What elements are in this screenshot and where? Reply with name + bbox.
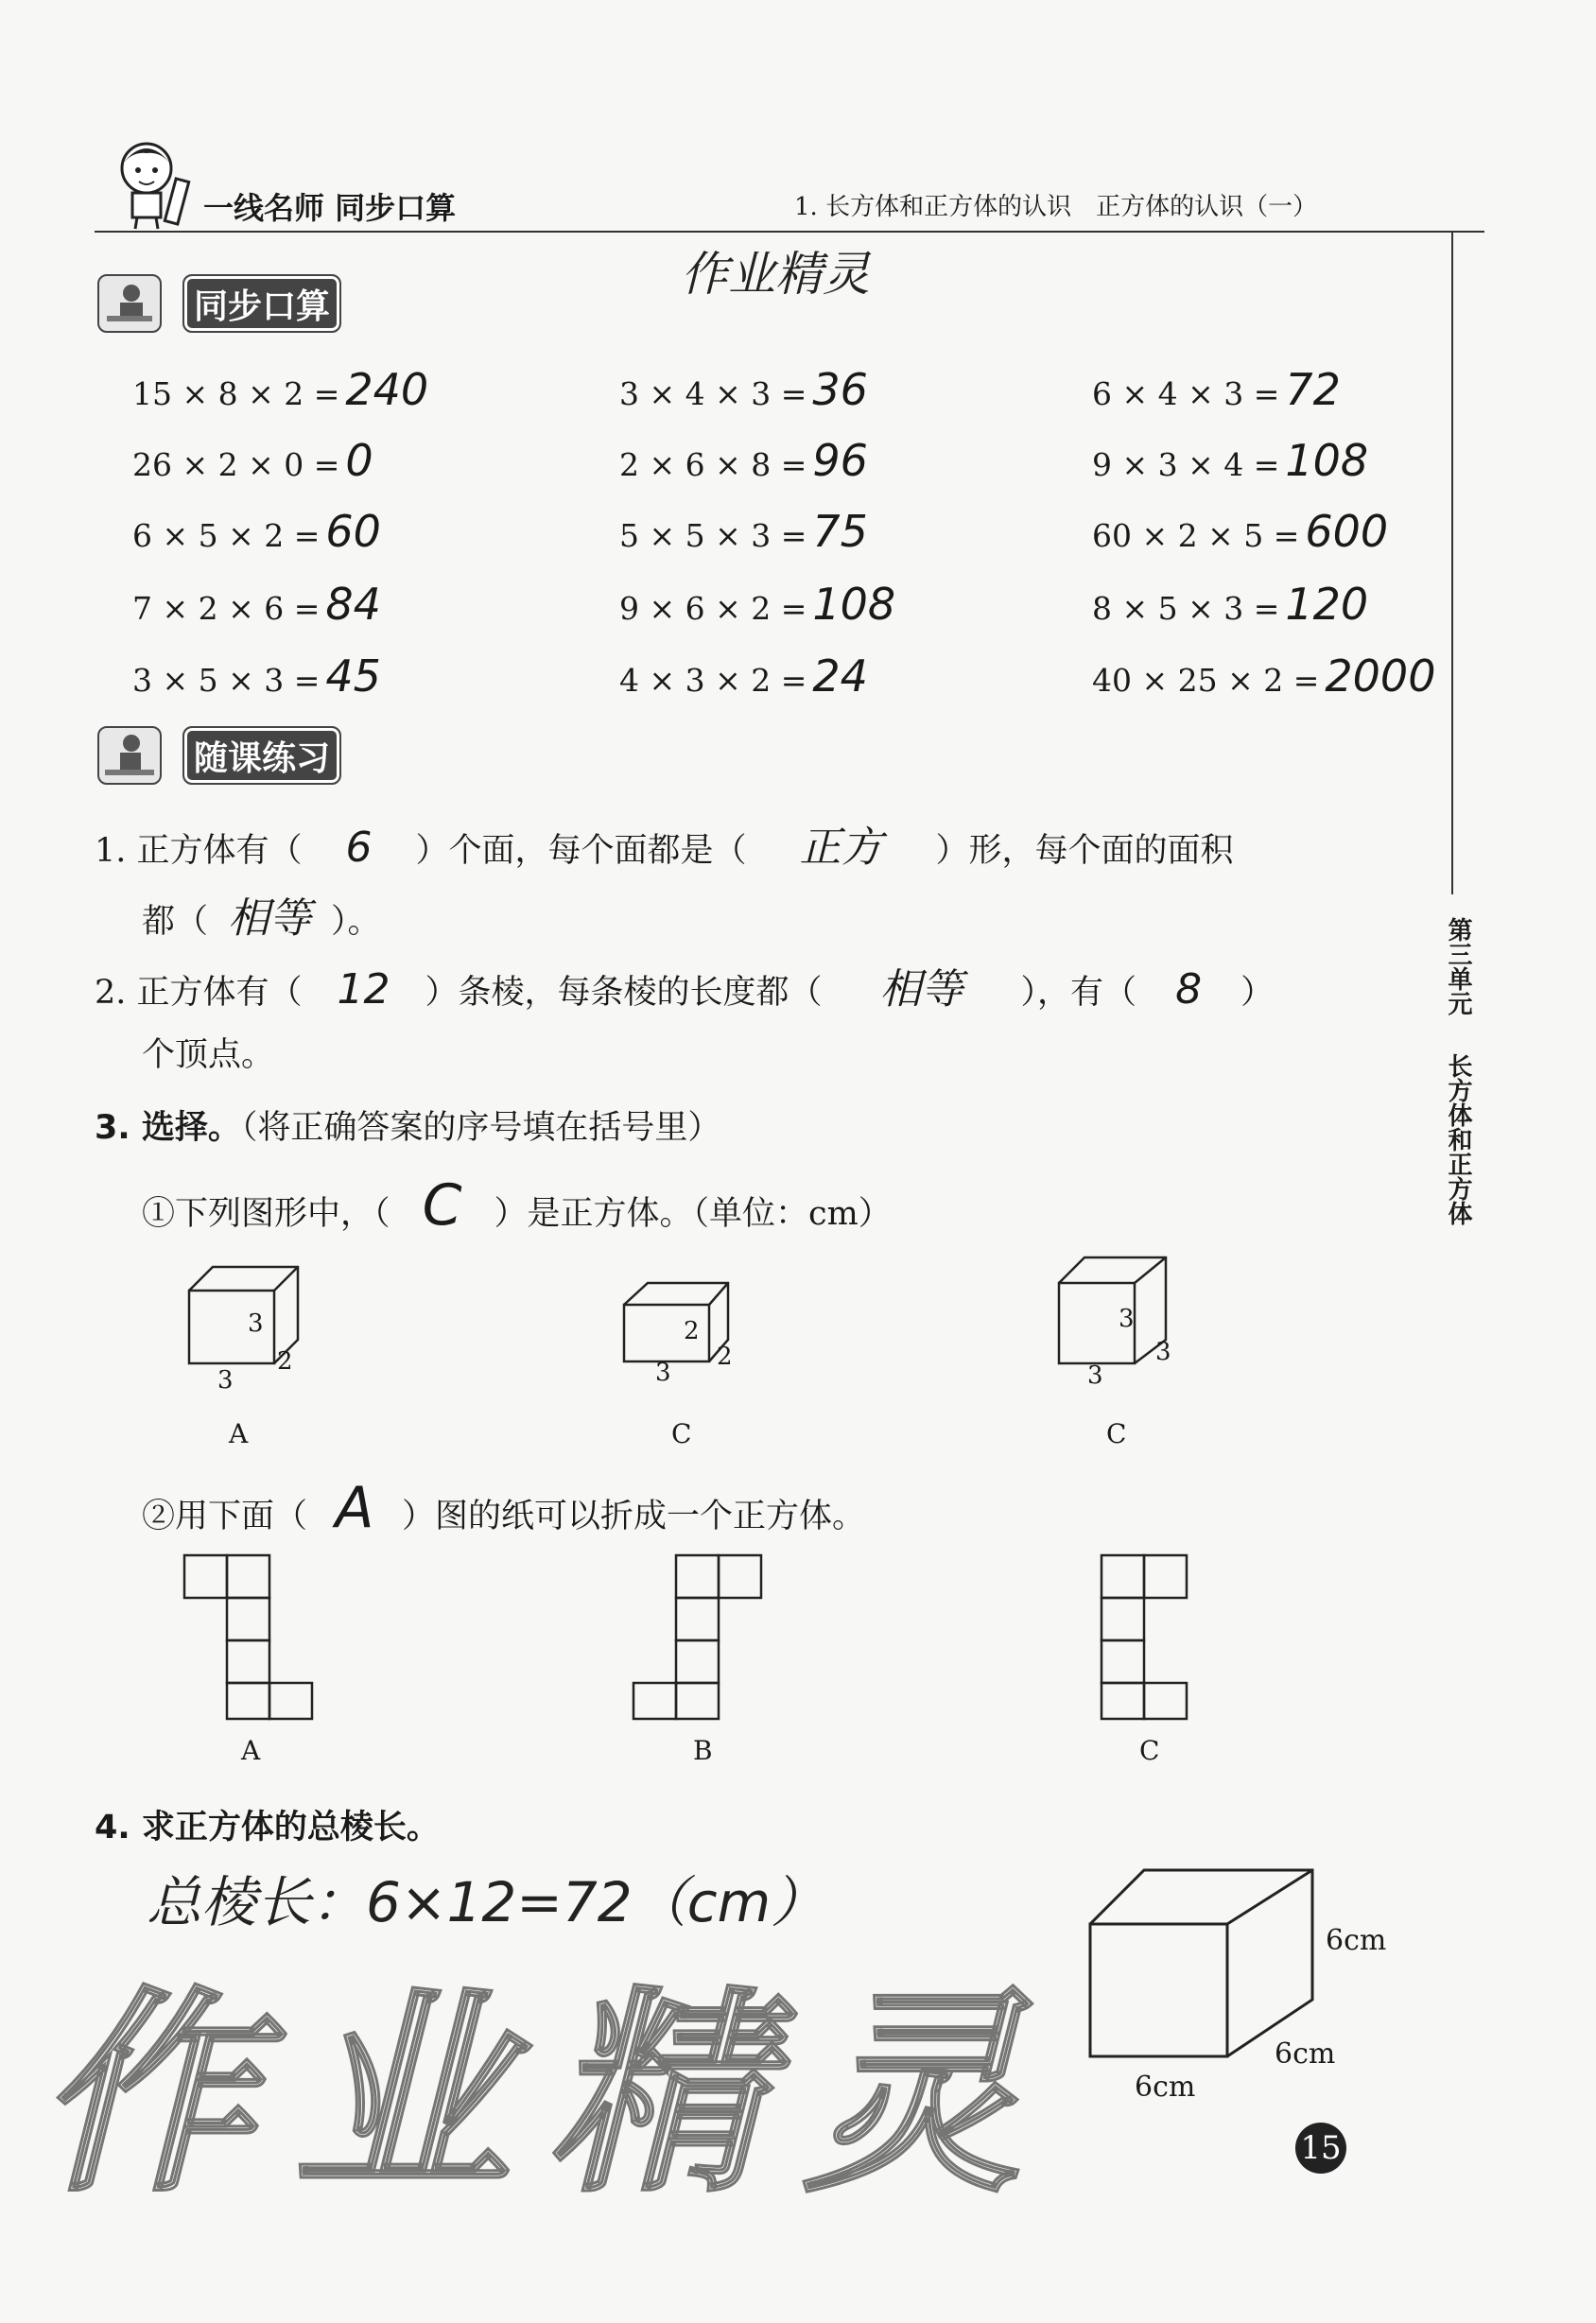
calc-answer: 36	[812, 364, 868, 415]
calc-item	[132, 506, 381, 557]
header-divider	[95, 231, 1484, 233]
shape-b-label: C	[671, 1418, 692, 1449]
shape-b-width: 3	[655, 1359, 671, 1387]
calc-item	[1092, 579, 1368, 630]
q4-answer: 总棱长：6×12=72（cm）	[147, 1870, 826, 1934]
shape-c-height: 3	[1119, 1305, 1135, 1333]
calc-item	[132, 579, 381, 630]
q2-answer-length: 相等	[879, 965, 963, 1014]
shape-b-depth: 2	[717, 1343, 733, 1371]
calc-item	[132, 435, 373, 486]
topic-label: 长方体和正方体	[1444, 1053, 1472, 1225]
q1-answer-faces: 6	[345, 823, 373, 872]
shape-c-label: C	[1106, 1418, 1127, 1449]
q3-sub2-answer: A	[335, 1475, 374, 1541]
shape-a-label: A	[229, 1418, 249, 1449]
shape-b-height: 2	[684, 1317, 700, 1345]
net-b	[629, 1551, 761, 1721]
calc-expression: 15 × 8 × 2 =	[132, 375, 340, 412]
net-b-label: B	[693, 1735, 713, 1766]
calc-item	[619, 650, 868, 702]
question-3-title: 3. 选择。（将正确答案的序号填在括号里）	[95, 1109, 721, 1147]
calc-expression: 9 × 3 × 4 =	[1092, 446, 1280, 483]
q2-answer-edges: 12	[337, 965, 390, 1014]
net-a	[180, 1551, 312, 1721]
calc-item	[1092, 506, 1388, 557]
question-2-line-2: 个顶点。	[142, 1036, 275, 1074]
net-c-label: C	[1139, 1735, 1160, 1766]
question-1-line-1: 1. 正方体有（ 6 ）个面，每个面都是（ 正方 ）形，每个面的面积	[95, 813, 1234, 874]
calc-answer: 108	[812, 579, 896, 630]
calc-answer: 24	[812, 650, 868, 702]
calc-answer: 240	[345, 364, 429, 415]
q2-answer-vertices: 8	[1175, 965, 1203, 1014]
calc-answer: 600	[1305, 506, 1389, 557]
calc-answer: 2000	[1325, 650, 1436, 702]
q1-answer-shape: 正方	[799, 823, 883, 872]
calc-expression: 4 × 3 × 2 =	[619, 662, 807, 699]
calc-expression: 40 × 25 × 2 =	[1092, 662, 1320, 699]
right-margin-line	[1451, 233, 1453, 894]
section-practice-badge: 随课练习	[182, 726, 341, 785]
net-c	[1097, 1551, 1229, 1721]
shape-c-width: 3	[1087, 1361, 1103, 1390]
handwritten-stamp: 作业精灵	[681, 247, 870, 302]
calc-answer: 0	[345, 435, 373, 486]
shape-a-depth: 2	[277, 1347, 293, 1376]
shape-a-height: 3	[248, 1309, 264, 1338]
question-2-line-1: 2. 正方体有（ 12 ）条棱，每条棱的长度都（ 相等 ），有（ 8 ）	[95, 955, 1274, 1015]
section-oral-badge: 同步口算	[182, 274, 341, 333]
q3-sub1-answer: C	[422, 1172, 462, 1239]
mascot-icon	[104, 132, 208, 232]
question-4-title: 4. 求正方体的总棱长。	[95, 1809, 440, 1846]
calc-item	[1092, 650, 1435, 702]
calc-answer: 84	[325, 579, 381, 630]
calc-expression: 9 × 6 × 2 =	[619, 590, 807, 627]
calc-item	[619, 435, 868, 486]
calc-expression: 60 × 2 × 5 =	[1092, 517, 1300, 554]
shape-a-width: 3	[217, 1366, 234, 1395]
calc-item	[1092, 435, 1368, 486]
unit-side-tab	[1439, 917, 1477, 1225]
calc-item	[619, 506, 868, 557]
calc-answer: 108	[1285, 435, 1369, 486]
calc-expression: 3 × 5 × 3 =	[132, 662, 321, 699]
calc-expression: 26 × 2 × 0 =	[132, 446, 340, 483]
cube-depth-label: 6cm	[1275, 2037, 1336, 2071]
calc-item	[132, 364, 428, 415]
net-a-label: A	[241, 1735, 261, 1766]
calc-answer: 96	[812, 435, 868, 486]
calc-expression: 5 × 5 × 3 =	[619, 517, 807, 554]
calc-item	[1092, 364, 1341, 415]
calc-expression: 7 × 2 × 6 =	[132, 590, 321, 627]
chapter-title: 1. 长方体和正方体的认识 正方体的认识（一）	[794, 193, 1318, 221]
q1-answer-area: 相等	[228, 894, 312, 943]
calc-expression: 3 × 4 × 3 =	[619, 375, 807, 412]
calc-item	[619, 579, 895, 630]
calc-expression: 2 × 6 × 8 =	[619, 446, 807, 483]
book-title: 一线名师 同步口算	[203, 190, 457, 226]
question-3-sub-2: ②用下面（ A ）图的纸可以折成一个正方体。	[142, 1475, 866, 1541]
calc-answer: 75	[812, 506, 868, 557]
calc-item	[132, 650, 381, 702]
page-number: 15	[1295, 2123, 1346, 2174]
cube-height-label: 6cm	[1326, 1924, 1387, 1957]
calc-expression: 6 × 4 × 3 =	[1092, 375, 1280, 412]
calc-answer: 45	[325, 650, 381, 702]
calc-item	[619, 364, 868, 415]
calc-expression: 8 × 5 × 3 =	[1092, 590, 1280, 627]
cube-figure	[1087, 1867, 1324, 2061]
question-3-sub-1: ①下列图形中，（ C ）是正方体。（单位：cm）	[142, 1172, 892, 1239]
watermark: 作业精灵	[38, 1967, 1059, 2222]
calc-answer: 60	[325, 506, 381, 557]
calc-expression: 6 × 5 × 2 =	[132, 517, 321, 554]
question-1-line-2: 都（ 相等 ）。	[142, 884, 381, 945]
calc-answer: 72	[1285, 364, 1341, 415]
writing-icon	[97, 726, 162, 785]
shape-c-depth: 3	[1155, 1338, 1171, 1366]
student-icon	[97, 274, 162, 333]
cube-width-label: 6cm	[1135, 2071, 1196, 2104]
calc-answer: 120	[1285, 579, 1369, 630]
unit-label: 第三单元	[1444, 917, 1472, 1015]
